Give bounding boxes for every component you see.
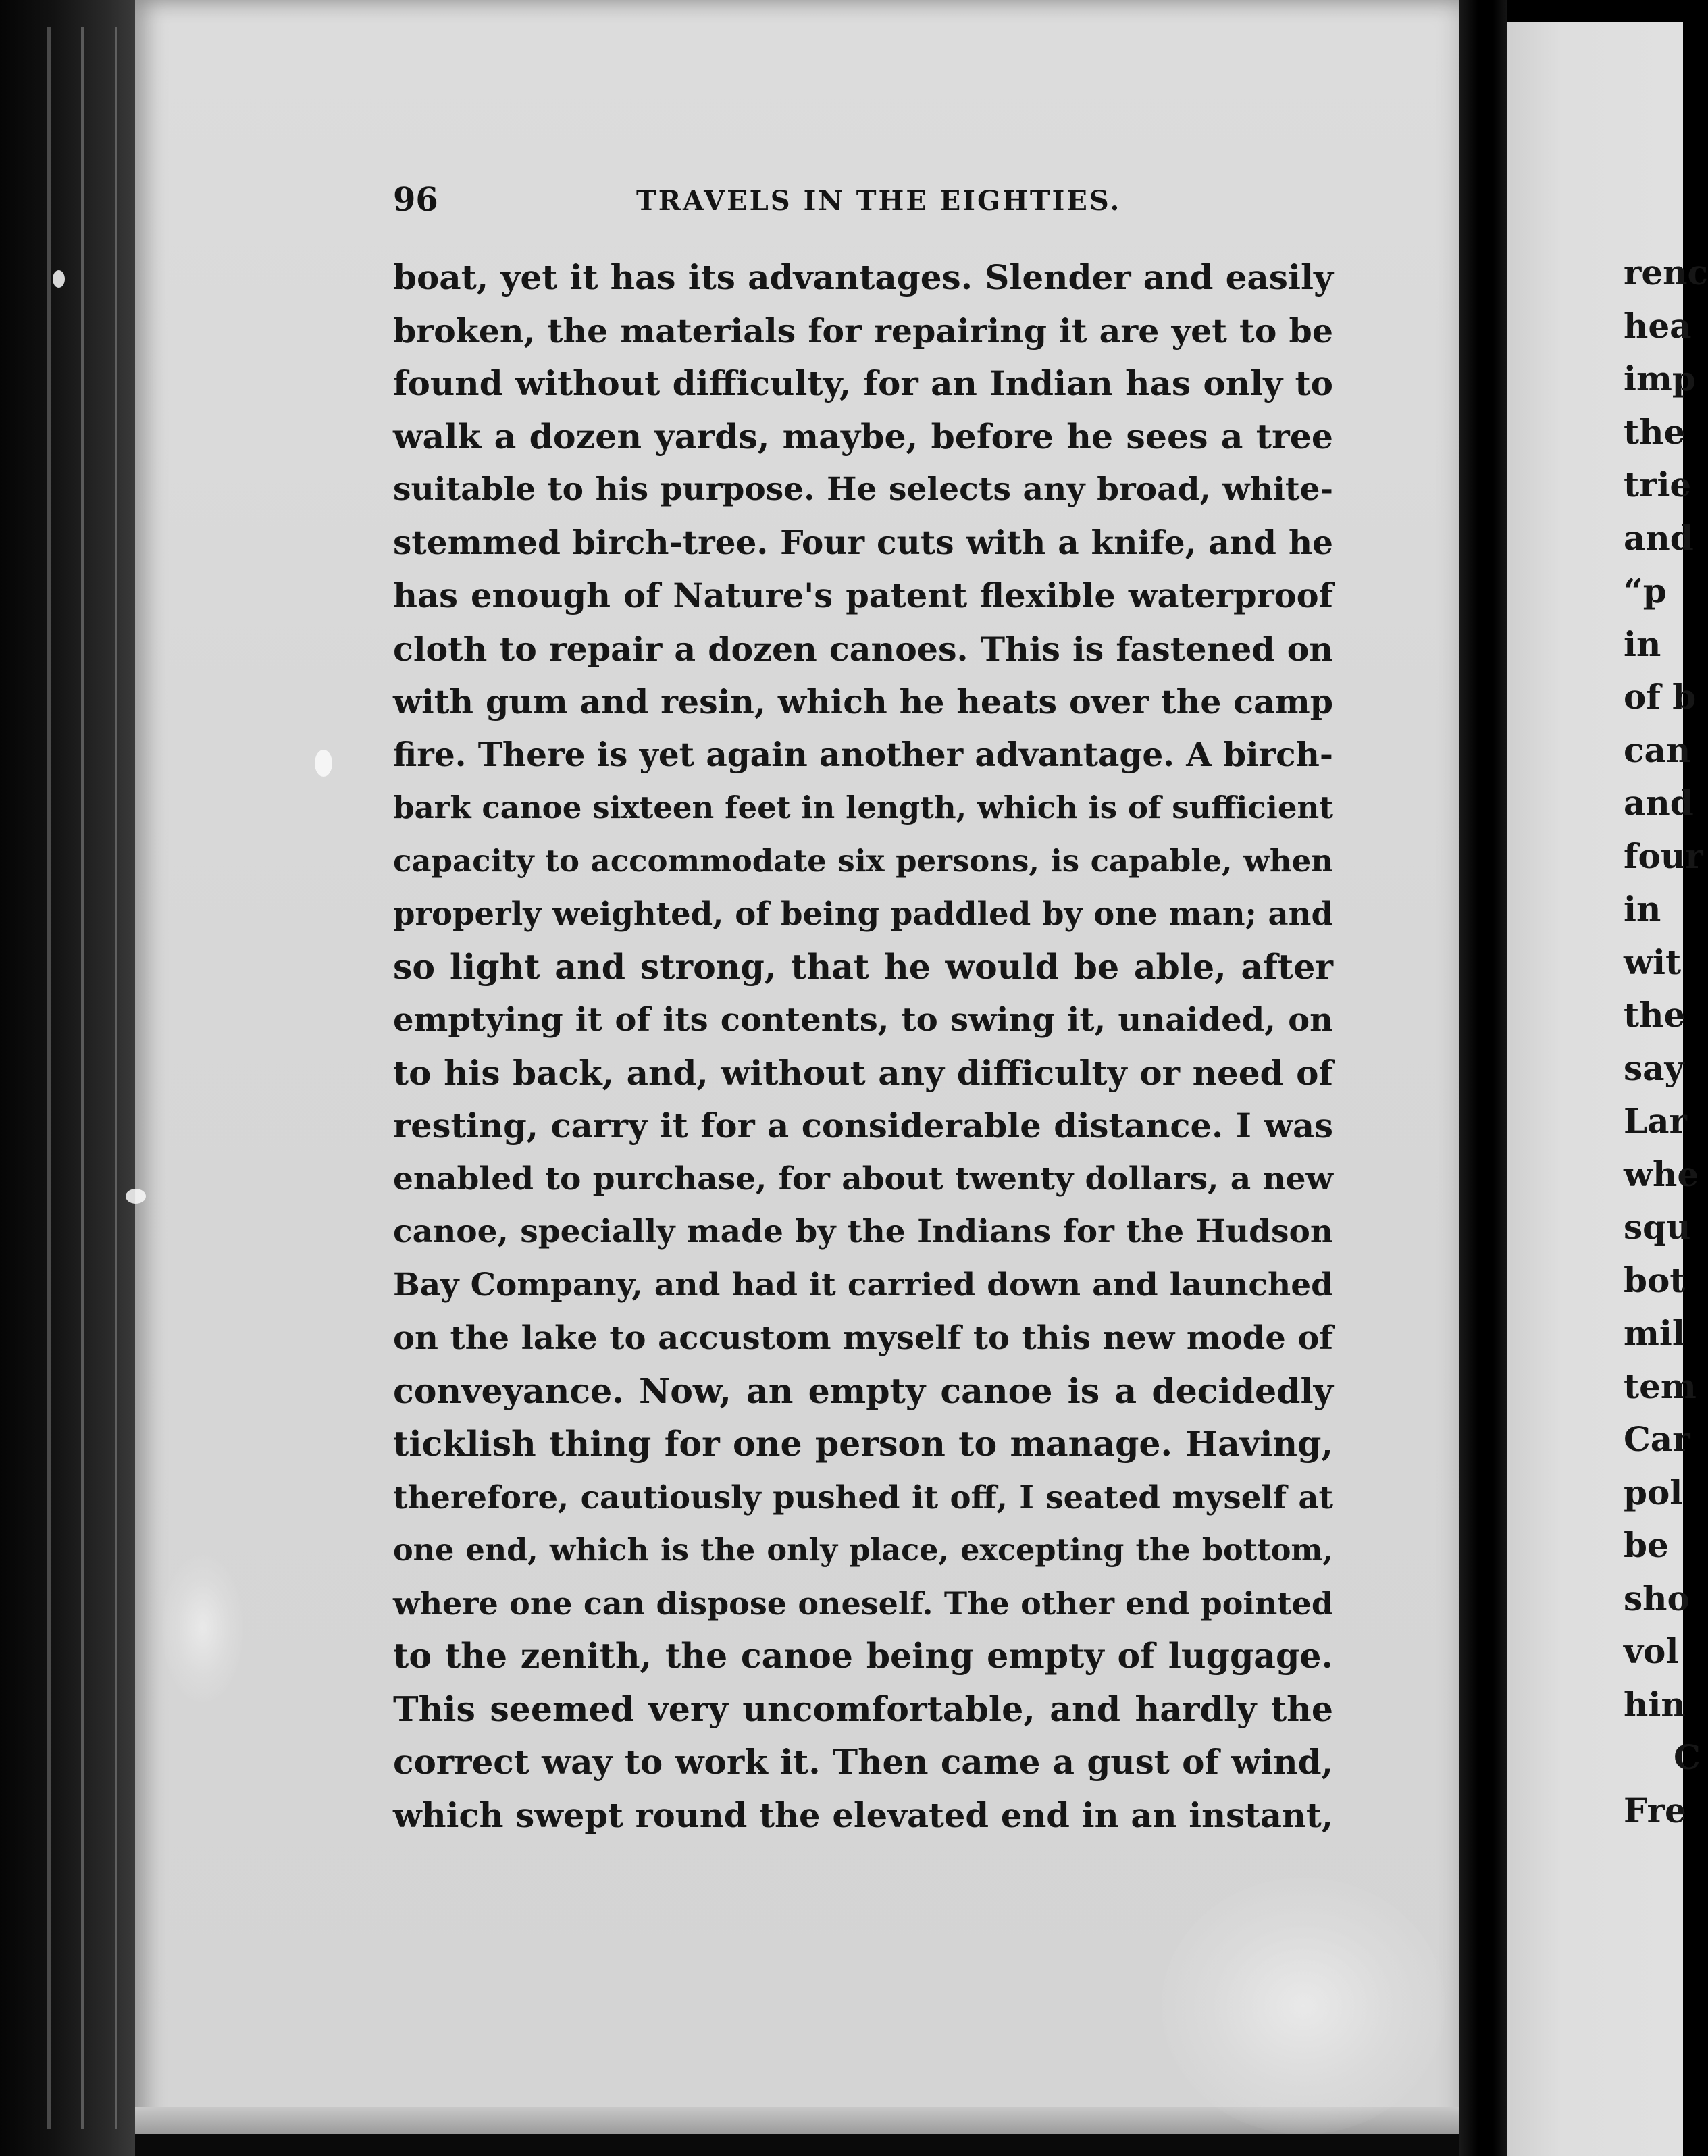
facing-page-fragment: “p	[1624, 571, 1667, 611]
text-line: conveyance. Now, an empty canoe is a decidedly	[393, 1370, 1333, 1411]
body-text	[393, 251, 1333, 1842]
text-line: properly weighted, of being paddled by one man; and	[393, 895, 1333, 932]
text-line: with gum and resin, which he heats over the camp	[393, 682, 1333, 721]
text-line: which swept round the elevated end in an instant,	[393, 1795, 1333, 1835]
book-gutter	[1459, 0, 1507, 2156]
facing-page-fragment: the	[1624, 411, 1686, 452]
facing-page-fragment: in	[1624, 889, 1661, 929]
text-line: to the zenith, the canoe being empty of luggage.	[393, 1636, 1333, 1676]
text-line: suitable to his purpose. He selects any broad, white-	[393, 471, 1333, 508]
running-head: TRAVELS IN THE EIGHTIES.	[636, 185, 1122, 217]
facing-page-fragment: Lar	[1624, 1101, 1687, 1141]
text-line: capacity to accommodate six persons, is capable, when	[393, 842, 1333, 879]
scan-speck	[53, 270, 65, 288]
facing-page-fragment: tem	[1624, 1366, 1697, 1406]
facing-page-fragment: say	[1624, 1048, 1684, 1088]
text-line: fire. There is yet again another advantage. A birch-	[393, 735, 1333, 774]
text-line: bark canoe sixteen feet in length, which is of sufficient	[393, 790, 1333, 825]
page-number: 96	[393, 181, 438, 219]
facing-page-fragment: C	[1674, 1737, 1701, 1777]
text-line: on the lake to accustom myself to this new mode of	[393, 1319, 1333, 1357]
facing-page-fragment: squ	[1624, 1207, 1691, 1247]
text-line: enabled to purchase, for about twenty dollars, a new	[393, 1160, 1333, 1198]
facing-page-fragment: Car	[1624, 1419, 1690, 1459]
facing-page-fragment: bot	[1624, 1260, 1686, 1300]
facing-page-fragment: trie	[1624, 465, 1692, 505]
text-line: walk a dozen yards, maybe, before he sees a tree	[393, 416, 1333, 457]
text-line: one end, which is the only place, excepting the bottom,	[393, 1533, 1333, 1568]
facing-page-fragment: and	[1624, 517, 1694, 558]
facing-page-fragment: imp	[1624, 359, 1696, 399]
facing-page-fragment: four	[1624, 836, 1703, 876]
text-line: found without difficulty, for an Indian has only to	[393, 363, 1333, 403]
text-line: to his back, and, without any difficulty or need of	[393, 1052, 1333, 1093]
facing-page-fragment: sho	[1624, 1578, 1690, 1618]
page-header	[393, 181, 1325, 228]
text-line: correct way to work it. Then came a gust of wind,	[393, 1742, 1333, 1782]
facing-page-fragment: hea	[1624, 305, 1692, 346]
text-line: Bay Company, and had it carried down and launched	[393, 1266, 1333, 1304]
scan-speck	[315, 750, 332, 777]
text-line: so light and strong, that he would be able, after	[393, 946, 1333, 987]
facing-page-fragment: in	[1624, 623, 1661, 664]
scan-speck	[126, 1189, 146, 1204]
text-line: ticklish thing for one person to manage. Having,	[393, 1424, 1333, 1464]
facing-page-fragment: mil	[1624, 1313, 1685, 1353]
facing-page-fragment: and	[1624, 783, 1694, 823]
facing-page-fragment: renc	[1624, 253, 1708, 292]
facing-page-fragment: wit	[1624, 942, 1682, 982]
facing-page-fragment: can	[1624, 729, 1691, 770]
text-line: therefore, cautiously pushed it off, I seated myself at	[393, 1478, 1333, 1516]
facing-page-fragment: hin	[1624, 1684, 1686, 1724]
facing-page-fragment: be	[1624, 1525, 1669, 1565]
text-line: broken, the materials for repairing it are yet to be	[393, 311, 1333, 351]
facing-page-fragment: the	[1624, 995, 1686, 1035]
book-edge	[0, 0, 135, 2156]
facing-page-fragment: Fre	[1624, 1790, 1686, 1830]
facing-page-fragment: pol	[1624, 1472, 1683, 1512]
text-line: boat, yet it has its advantages. Slender and easily	[393, 257, 1333, 297]
facing-page-fragment: vol	[1624, 1631, 1679, 1671]
text-line: cloth to repair a dozen canoes. This is fastened on	[393, 629, 1333, 669]
facing-page-fragment: of b	[1624, 677, 1697, 717]
facing-page-fragment: whe	[1624, 1154, 1699, 1194]
text-line: emptying it of its contents, to swing it, unaided, on	[393, 1001, 1333, 1039]
facing-page-text	[1624, 247, 1708, 1837]
text-line: resting, carry it for a considerable distance. I was	[393, 1106, 1333, 1146]
text-line: stemmed birch-tree. Four cuts with a knife, and he	[393, 523, 1333, 562]
text-line: has enough of Nature's patent flexible waterproof	[393, 576, 1333, 615]
text-line: where one can dispose oneself. The other end pointed	[393, 1585, 1333, 1622]
text-line: canoe, specially made by the Indians for the Hudson	[393, 1213, 1333, 1250]
text-line: This seemed very uncomfortable, and hardly the	[393, 1689, 1333, 1729]
